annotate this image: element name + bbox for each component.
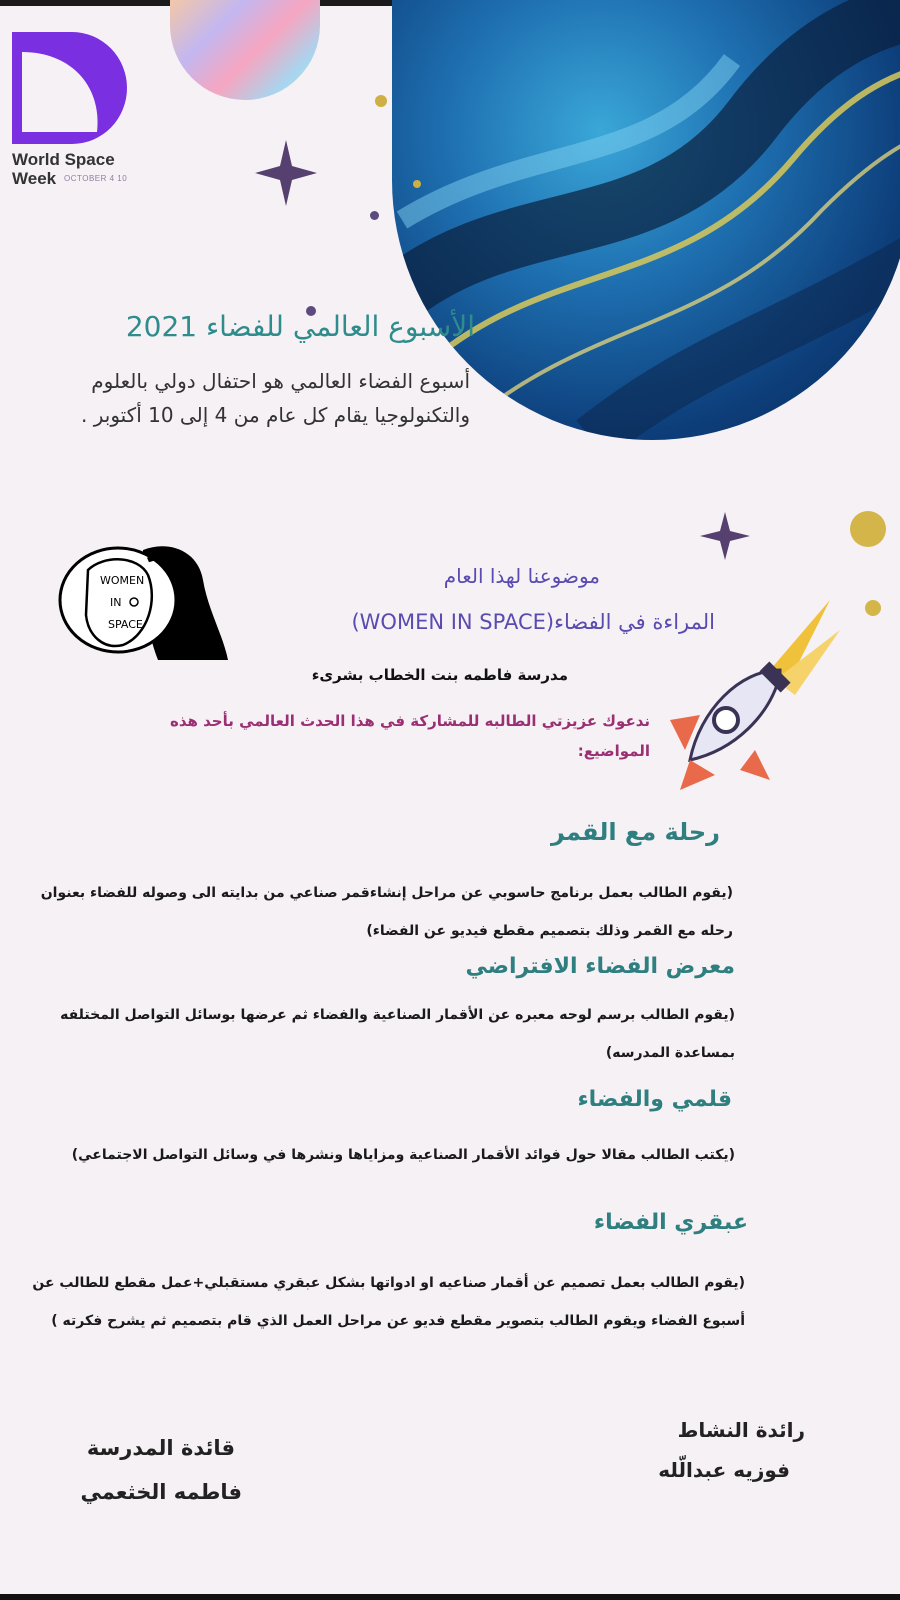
logo-dates: OCTOBER 4 10 [64, 174, 128, 183]
topic-title-my-pen: قلمي والفضاء [577, 1087, 732, 1112]
world-space-week-logo-icon [12, 32, 127, 144]
principal-name: فاطمه الخثعمي [80, 1480, 242, 1504]
badge-word-space: SPACE [108, 618, 143, 631]
school-name: مدرسة فاطمه بنت الخطاب بشرىء [311, 666, 568, 684]
activity-leader-name: فوزيه عبدالّله [658, 1458, 790, 1482]
purple-dot [370, 211, 379, 220]
theme-label: موضوعنا لهذا العام [443, 564, 600, 588]
logo-title: World Space [12, 150, 115, 169]
topic-body-space-genius: (يقوم الطالب بعمل تصميم عن أقمار صناعيه او ادواتها بشكل عبقري مستقبلي+عمل مقطع للطالب عن أسبوع الفضاء ويقوم الطالب بتصوير مقطع فديو عن مراحل العمل الذي قام بتصميم ثم يشرح فكرته ) [32, 1275, 745, 1329]
gold-glitter-dot [865, 600, 881, 616]
topic-body-virtual-exhibit: (يقوم الطالب برسم لوحه معبره عن الأقمار الصناعية والفضاء ثم عرضها بوسائل التواصل المختلفه بمساعدة المدرسه) [60, 1007, 735, 1061]
badge-word-in: IN [110, 596, 122, 609]
topic-title-virtual-exhibit: معرض الفضاء الافتراضي [465, 954, 735, 979]
bottom-edge-bar [0, 1594, 900, 1600]
badge-word-women: WOMEN [100, 574, 145, 587]
topic-body-my-pen: (يكتب الطالب مقالا حول فوائد الأقمار الصناعية ومزاياها ونشرها في وسائل التواصل الاجتماعي) [71, 1147, 735, 1163]
gold-dot [413, 180, 421, 188]
activity-leader-role: رائدة النشاط [677, 1418, 805, 1442]
star-icon [255, 140, 317, 206]
gold-dot [375, 95, 387, 107]
principal-role: قائدة المدرسة [86, 1436, 235, 1460]
star-icon [700, 512, 750, 560]
women-in-space-badge-icon [48, 540, 228, 660]
topic-body-moon-trip: (يقوم الطالب بعمل برنامج حاسوبي عن مراحل إنشاءقمر صناعي من بدايته الى وصوله للفضاء بعنوان رحله مع القمر وذلك بتصميم مقطع فيديو عن الفضاء) [40, 885, 733, 939]
pastel-planet-illustration [170, 0, 320, 100]
invitation-text: ندعوك عزيزتي الطالبه للمشاركة في هذا الحدث العالمي بأحد هذه المواضيع: [170, 712, 650, 760]
logo-week: Week [12, 169, 57, 188]
topic-title-moon-trip: رحلة مع القمر [551, 818, 720, 846]
gold-glitter-dot [850, 511, 886, 547]
topic-title-space-genius: عبقري الفضاء [593, 1210, 748, 1235]
page-title: الأسبوع العالمي للفضاء 2021 [125, 310, 475, 343]
theme-name: المراءة في الفضاء(WOMEN IN SPACE) [351, 610, 715, 634]
rocket-icon [660, 600, 840, 790]
intro-paragraph: أسبوع الفضاء العالمي هو احتفال دولي بالعلوم والتكنولوجيا يقام كل عام من 4 إلى 10 أكتوبر . [81, 369, 470, 427]
